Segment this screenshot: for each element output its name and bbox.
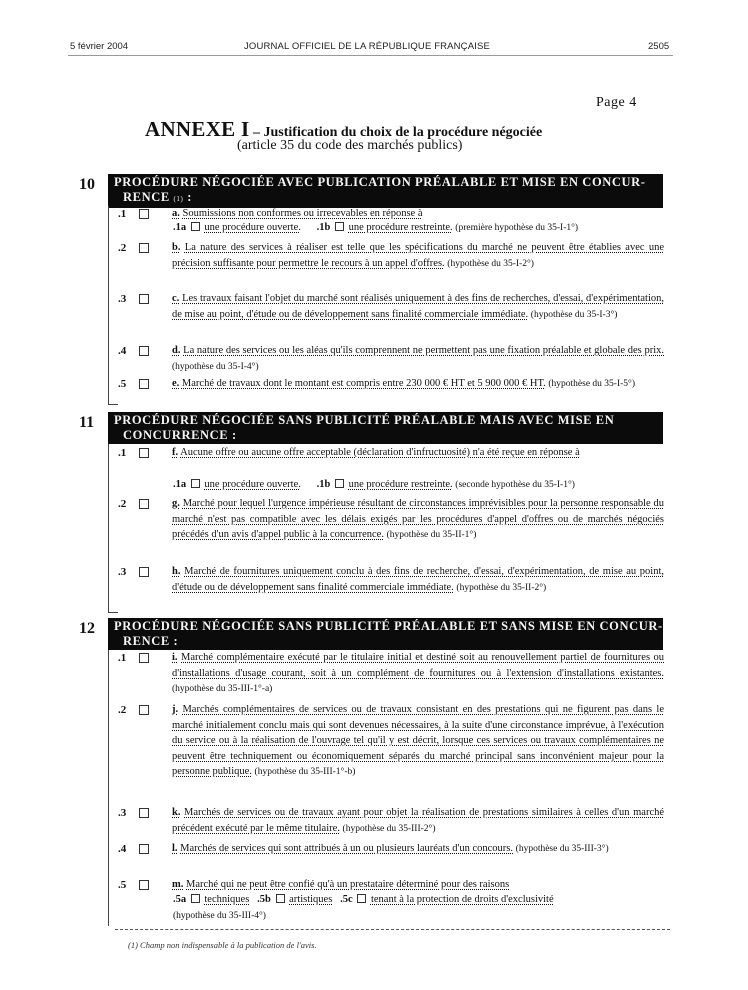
item-text bbox=[172, 343, 664, 375]
annex-title-text: Justification du choix de la procédure négociée bbox=[263, 125, 543, 140]
item-letter: e. bbox=[172, 378, 180, 389]
item-checkbox[interactable] bbox=[139, 653, 149, 663]
item-reference: (hypothèse du 35-I-2°) bbox=[447, 258, 534, 269]
item-description: Marchés de services qui sont attribués à un ou plusieurs lauréats d'un concours. bbox=[180, 843, 514, 854]
suboption-label: tenant à la protection de droits d'exclusivité bbox=[370, 894, 554, 905]
section-heading bbox=[108, 174, 663, 208]
item-description: Marchés complémentaires de services ou de travaux consistant en des prestations qui ne figurent pas dans le marché initialement conclu mais qui sont devenues nécessaires, à la suite d'une circonstance imprévue, à l'exécution du service ou à la réalisation de l'ouvrage tel qu'il y est décrit, lorsque ces services ou travaux complémentaires ne peuvent être techniquement ou économiquement séparés du marché principal sans inconvénient majeur pour la personne publique. bbox=[172, 704, 665, 778]
suboption-checkbox[interactable] bbox=[191, 894, 200, 903]
item-description: La nature des services ou les aléas qu'ils comprennent ne permettent pas une fixation préalable et globale des prix. bbox=[183, 345, 664, 356]
item-letter: b. bbox=[172, 242, 181, 253]
item-code: .4 bbox=[118, 843, 127, 855]
item-reference: (hypothèse du 35-II-1°) bbox=[386, 530, 477, 541]
header-rule bbox=[68, 55, 673, 56]
item-checkbox[interactable] bbox=[139, 808, 149, 818]
footer-rule bbox=[115, 929, 670, 930]
section-bracket bbox=[108, 650, 109, 926]
item-code: .3 bbox=[118, 293, 127, 305]
item-description: Marché complémentaire exécuté par le titulaire initial et destiné soit au renouvellement partiel de fournitures ou d'installations d'usage courant, soit à un complément de fournitures ou à l'extension d'installations existantes. bbox=[172, 652, 665, 679]
footnote-ref: (1) bbox=[173, 195, 184, 203]
section-bracket-foot bbox=[108, 612, 118, 613]
item-code: .1 bbox=[118, 208, 127, 220]
section-bracket-foot bbox=[108, 404, 118, 405]
annex-title-label: ANNEXE I bbox=[145, 117, 250, 141]
item-reference: (hypothèse du 35-III-3°) bbox=[515, 844, 609, 854]
item-code: .5 bbox=[118, 378, 127, 390]
suboption-checkbox[interactable] bbox=[335, 479, 344, 488]
item-checkbox[interactable] bbox=[139, 379, 149, 389]
item-letter: f. bbox=[172, 447, 179, 458]
section-heading-text: RENCE bbox=[123, 190, 170, 204]
section-heading bbox=[108, 618, 663, 650]
item-code: .2 bbox=[118, 704, 127, 716]
item-suboptions bbox=[173, 894, 554, 905]
item-code: .1 bbox=[118, 447, 127, 459]
annex-subtitle: (article 35 du code des marchés publics) bbox=[237, 138, 463, 153]
suboption-label: techniques bbox=[204, 894, 250, 905]
item-description: Marché qui ne peut être confié qu'à un prestataire déterminé pour des raisons bbox=[186, 879, 510, 890]
section-heading-line: PROCÉDURE NÉGOCIÉE SANS PUBLICITÉ PRÉALABLE MAIS AVEC MISE EN bbox=[114, 413, 615, 427]
item-code: .5 bbox=[118, 879, 127, 891]
item-checkbox[interactable] bbox=[139, 844, 149, 854]
item-checkbox[interactable] bbox=[139, 499, 149, 509]
section-number: 12 bbox=[79, 620, 95, 637]
section-heading-line: RENCE : bbox=[123, 634, 179, 648]
item-letter: j. bbox=[172, 704, 179, 715]
item-reference: (hypothèse du 35-I-4°) bbox=[172, 361, 259, 372]
item-letter: a. bbox=[172, 208, 180, 219]
item-description: Soumissions non conformes ou irrecevables en réponse à bbox=[182, 208, 423, 219]
item-code: .3 bbox=[118, 566, 127, 578]
item-reference: (hypothèse du 35-II-2°) bbox=[456, 582, 547, 593]
item-reference: (hypothèse du 35-III-4°) bbox=[173, 911, 266, 921]
item-reference: (première hypothèse du 35-I-1°) bbox=[455, 223, 579, 233]
suboption-label: artistiques bbox=[289, 894, 333, 905]
item-code: .2 bbox=[118, 242, 127, 254]
annex-title-dash: – bbox=[249, 125, 264, 140]
item-text bbox=[172, 702, 664, 781]
item-text bbox=[172, 841, 664, 858]
item-text bbox=[172, 206, 664, 222]
section-heading-colon: : bbox=[183, 190, 192, 204]
item-code: .2 bbox=[118, 498, 127, 510]
item-letter: c. bbox=[172, 293, 180, 304]
section-number: 11 bbox=[79, 414, 95, 431]
item-checkbox[interactable] bbox=[139, 243, 149, 253]
item-checkbox[interactable] bbox=[139, 567, 149, 577]
suboption-code: .5a bbox=[173, 894, 187, 905]
item-letter: h. bbox=[172, 566, 181, 577]
item-suboptions bbox=[173, 479, 575, 490]
suboption-label: une procédure restreinte. bbox=[348, 479, 453, 490]
section-bracket bbox=[108, 444, 109, 612]
suboption-checkbox[interactable] bbox=[276, 894, 285, 903]
item-text bbox=[172, 877, 664, 893]
running-head-page-number: 2505 bbox=[648, 41, 670, 52]
section-number: 10 bbox=[79, 176, 95, 193]
item-text bbox=[172, 291, 664, 323]
suboption-checkbox[interactable] bbox=[335, 222, 344, 231]
suboption-code: .1b bbox=[316, 222, 331, 233]
item-text bbox=[172, 805, 664, 837]
suboption-checkbox[interactable] bbox=[191, 222, 200, 231]
item-text bbox=[172, 240, 664, 272]
item-code: .1 bbox=[118, 652, 127, 664]
item-description: Marché de travaux dont le montant est compris entre 230 000 € HT et 5 900 000 € HT. bbox=[181, 378, 546, 389]
suboption-label: une procédure ouverte. bbox=[204, 479, 301, 490]
section-bracket bbox=[108, 206, 109, 404]
item-suboptions bbox=[173, 222, 578, 233]
item-letter: l. bbox=[172, 843, 178, 854]
suboption-code: .5c bbox=[340, 894, 353, 905]
section-heading-line: CONCURRENCE : bbox=[123, 428, 237, 442]
item-description: Aucune offre ou aucune offre acceptable (déclaration d'infructuosité) n'a été reçue en réponse à bbox=[180, 447, 580, 458]
suboption-label: une procédure ouverte. bbox=[204, 222, 301, 233]
item-letter: g. bbox=[172, 498, 180, 509]
suboption-checkbox[interactable] bbox=[357, 894, 366, 903]
section-heading-line: PROCÉDURE NÉGOCIÉE SANS PUBLICITÉ PRÉALABLE ET SANS MISE EN CONCUR- bbox=[114, 619, 663, 633]
item-checkbox[interactable] bbox=[139, 209, 149, 219]
suboption-label: une procédure restreinte. bbox=[348, 222, 453, 233]
footnote: (1) Champ non indispensable à la publication de l'avis. bbox=[128, 940, 317, 950]
item-description: La nature des services à réaliser est telle que les spécifications du marché ne peuvent être établies avec une précision suffisante pour permettre le recours à un appel d'offres. bbox=[172, 242, 664, 269]
page-label: Page 4 bbox=[596, 95, 637, 110]
item-code: .4 bbox=[118, 345, 127, 357]
item-text bbox=[172, 376, 664, 393]
item-checkbox[interactable] bbox=[139, 880, 149, 890]
running-head-journal: JOURNAL OFFICIEL DE LA RÉPUBLIQUE FRANÇAISE bbox=[244, 41, 490, 52]
item-checkbox[interactable] bbox=[139, 448, 149, 458]
item-reference: (seconde hypothèse du 35-I-1°) bbox=[455, 480, 575, 490]
running-head-date: 5 février 2004 bbox=[70, 41, 129, 52]
item-description: Marchés de services ou de travaux ayant pour objet la réalisation de prestations similaires à celles d'un marché précédent exécuté par le même titulaire. bbox=[172, 807, 665, 834]
item-reference: (hypothèse du 35-I-5°) bbox=[548, 379, 636, 389]
suboption-code: .1a bbox=[173, 479, 187, 490]
item-letter: d. bbox=[172, 345, 181, 356]
section-heading-line bbox=[114, 190, 657, 207]
suboption-code: .1b bbox=[316, 479, 331, 490]
item-reference: (hypothèse du 35-III-1°-b) bbox=[254, 767, 356, 778]
item-text bbox=[172, 650, 664, 698]
item-checkbox[interactable] bbox=[139, 294, 149, 304]
item-text bbox=[172, 445, 664, 461]
item-reference: (hypothèse du 35-III-1°-a) bbox=[172, 684, 273, 695]
item-text bbox=[172, 496, 664, 544]
section-heading-line: PROCÉDURE NÉGOCIÉE AVEC PUBLICATION PRÉALABLE ET MISE EN CONCUR- bbox=[114, 175, 646, 189]
item-reference-line bbox=[173, 910, 266, 921]
suboption-checkbox[interactable] bbox=[191, 479, 200, 488]
item-checkbox[interactable] bbox=[139, 705, 149, 715]
item-reference: (hypothèse du 35-I-3°) bbox=[530, 309, 618, 320]
item-letter: k. bbox=[172, 807, 181, 818]
item-checkbox[interactable] bbox=[139, 346, 149, 356]
item-description: Marché de fournitures uniquement conclu à des fins de recherche, d'essai, d'expérimentation, de mise au point, d'étude ou de développement sans finalité commerciale immédiate. bbox=[172, 566, 665, 593]
section-heading bbox=[108, 412, 663, 444]
item-code: .3 bbox=[118, 807, 127, 819]
item-letter: i. bbox=[172, 652, 178, 663]
suboption-code: .1a bbox=[173, 222, 187, 233]
item-description: Marché pour lequel l'urgence impérieuse résultant de circonstances imprévisibles pour la personne responsable du marché n'est pas compatible avec les délais exigés par les procédures d'appel d'offres ou de marchés négociés précédés d'un avis d'appel public à la concurrence. bbox=[172, 498, 665, 541]
item-text bbox=[172, 564, 664, 596]
item-reference: (hypothèse du 35-III-2°) bbox=[342, 823, 436, 834]
item-description: Les travaux faisant l'objet du marché sont réalisés uniquement à des fins de recherches, d'essai, d'expérimentation, de mise au point, d'étude ou de développement sans finalité commerciale immédiate. bbox=[172, 293, 665, 320]
item-letter: m. bbox=[172, 879, 184, 890]
suboption-code: .5b bbox=[257, 894, 271, 905]
